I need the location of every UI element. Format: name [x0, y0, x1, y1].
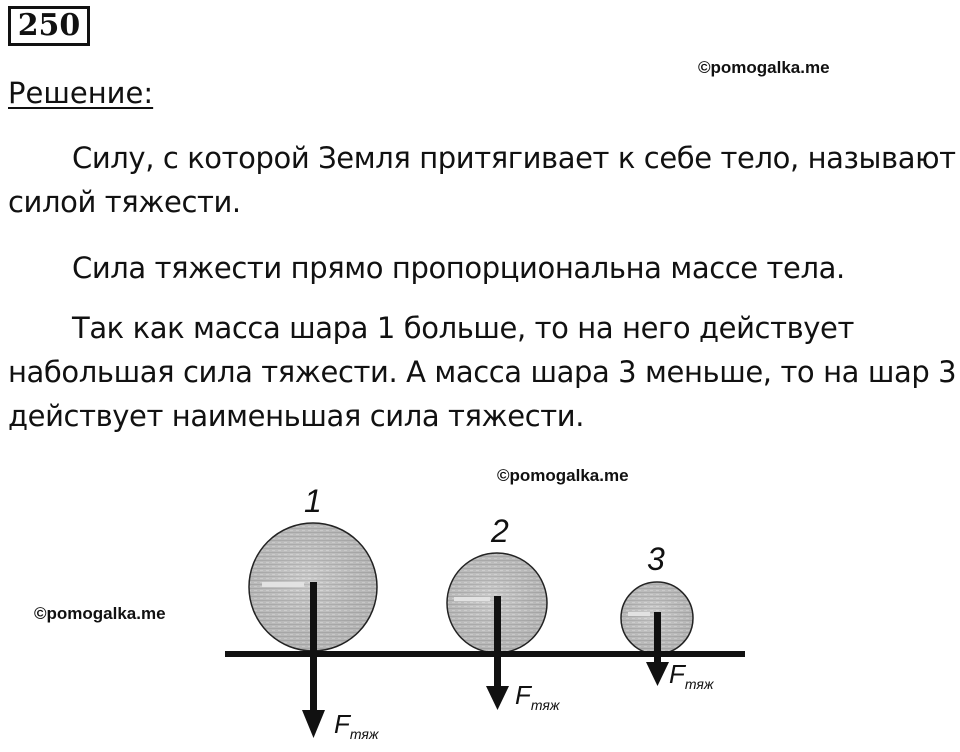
- ground-line: [225, 651, 745, 657]
- watermark-left: ©pomogalka.me: [34, 604, 166, 623]
- problem-number: 250: [8, 6, 90, 46]
- svg-text:Fтяж: [334, 709, 380, 742]
- watermark-middle: ©pomogalka.me: [497, 466, 629, 485]
- paragraph-2: Сила тяжести прямо пропорциональна массе тела.: [72, 251, 845, 285]
- force-label-3: F: [669, 659, 685, 689]
- svg-text:Fтяж: [515, 680, 561, 713]
- svg-text:Fтяж: [669, 659, 715, 692]
- ball-label-1: 1: [304, 483, 322, 519]
- ball-label-2: 2: [491, 513, 509, 549]
- solution-label: Решение:: [8, 76, 154, 110]
- force-subscript-3: тяж: [684, 676, 714, 692]
- paragraph-1: Силу, с которой Земля притягивает к себе тело, называют силой тяжести.: [8, 141, 956, 219]
- gravity-diagram: [0, 450, 960, 752]
- force-subscript-1: тяж: [349, 726, 379, 742]
- force-subscript-2: тяж: [530, 697, 560, 713]
- ball-label-3: 3: [647, 541, 665, 577]
- paragraph-3: Так как масса шара 1 больше, то на него действует набольшая сила тяжести. А масса шара 3 меньше, то на шар 3 действует наименьшая сила тяжести.: [8, 311, 957, 433]
- force-label-1: F: [334, 709, 350, 739]
- force-label-2: F: [515, 680, 531, 710]
- watermark-top: ©pomogalka.me: [698, 58, 830, 77]
